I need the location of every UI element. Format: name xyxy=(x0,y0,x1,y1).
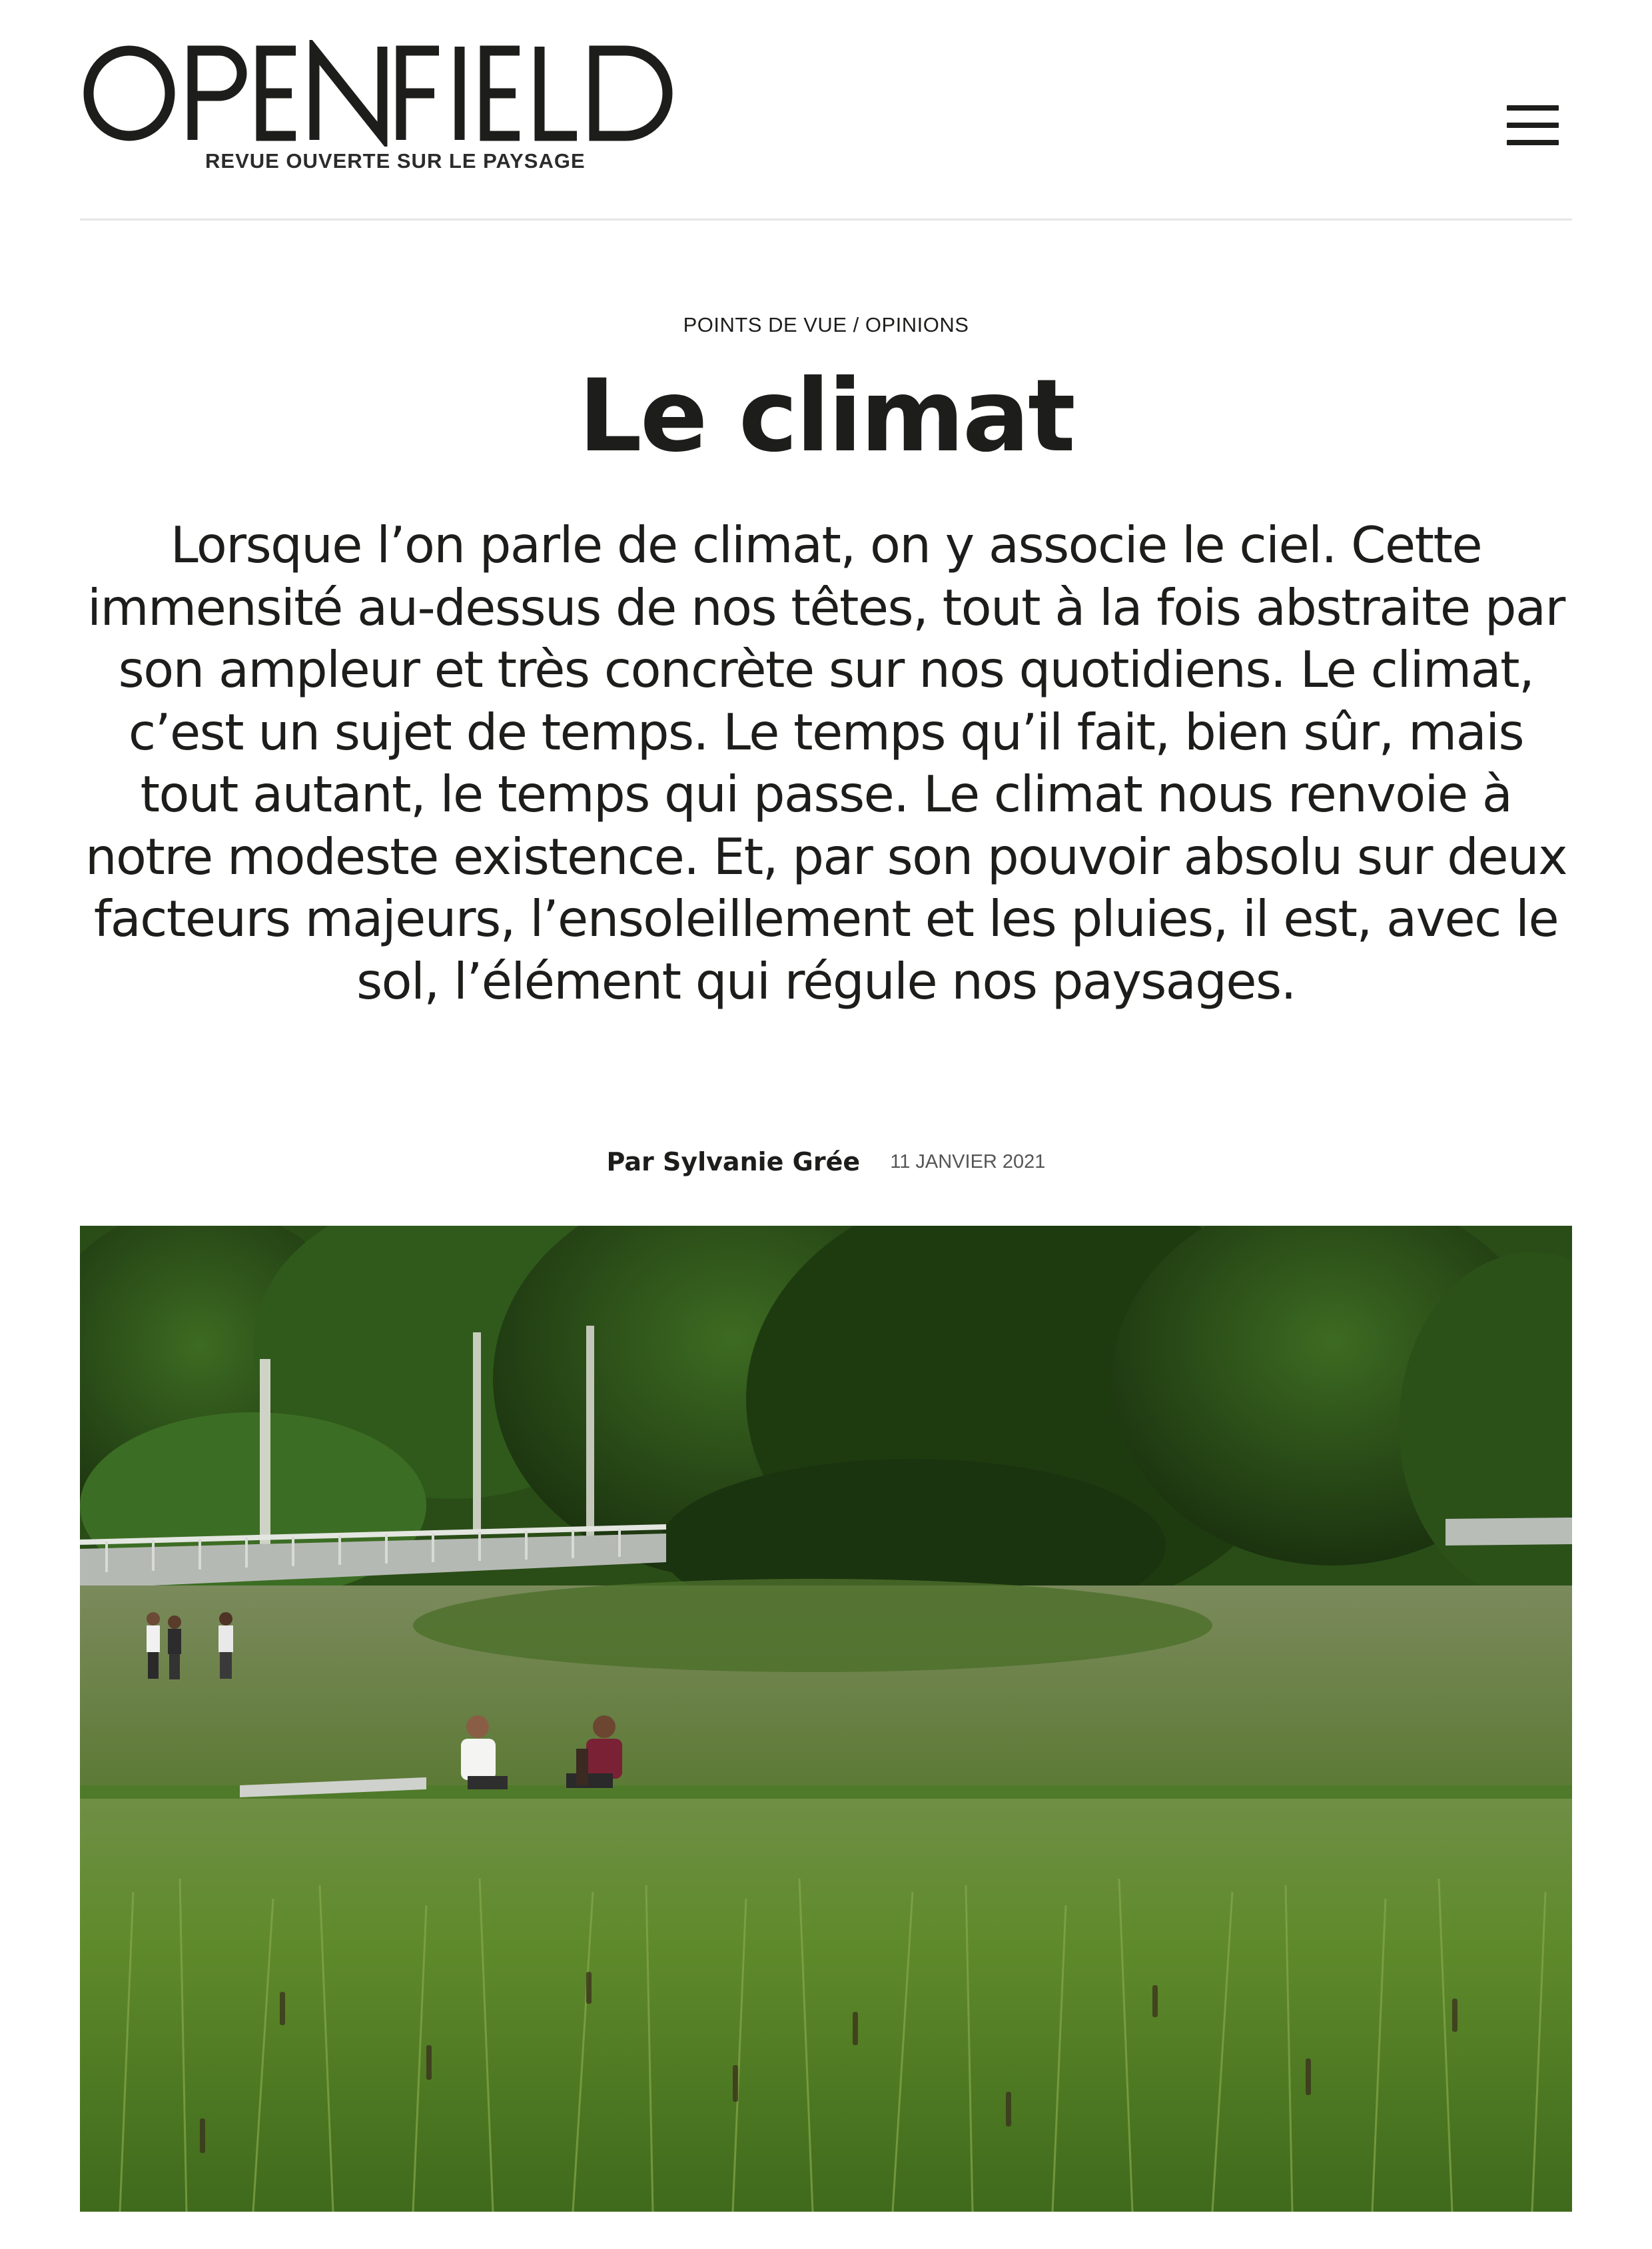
site-logo[interactable] xyxy=(83,40,695,187)
article-lead: Lorsque l’on parle de climat, on y associe le ciel. Cette immensité au-dessus de nos têtes, tout à la fois abstraite par son ampleur et très concrète sur nos quotidiens. Le climat, c’est un sujet de temps. Le temps qu’il fait, bien sûr, mais tout autant, le temps qui passe. Le climat nous renvoie à notre modeste existence. Et, par son pouvoir absolu sur deux facteurs majeurs, l’ensoleillement et les pluies, il est, avec le sol, l’élément qui régule nos paysages. xyxy=(85,516,1567,1011)
logo-wordmark xyxy=(83,40,695,147)
menu-button[interactable] xyxy=(1499,100,1565,151)
author-link[interactable]: Par Sylvanie Grée xyxy=(606,1147,861,1176)
hero-photo xyxy=(80,1226,1572,2212)
article-category[interactable]: POINTS DE VUE / OPINIONS xyxy=(683,313,969,336)
landscape-photo-illustration xyxy=(80,1226,1572,2212)
site-header xyxy=(80,0,1572,221)
article-title: Le climat xyxy=(578,358,1074,474)
byline xyxy=(0,1147,1652,1176)
publish-date: 11 JANVIER 2021 xyxy=(890,1150,1046,1172)
logo-tagline: REVUE OUVERTE SUR LE PAYSAGE xyxy=(205,149,586,173)
